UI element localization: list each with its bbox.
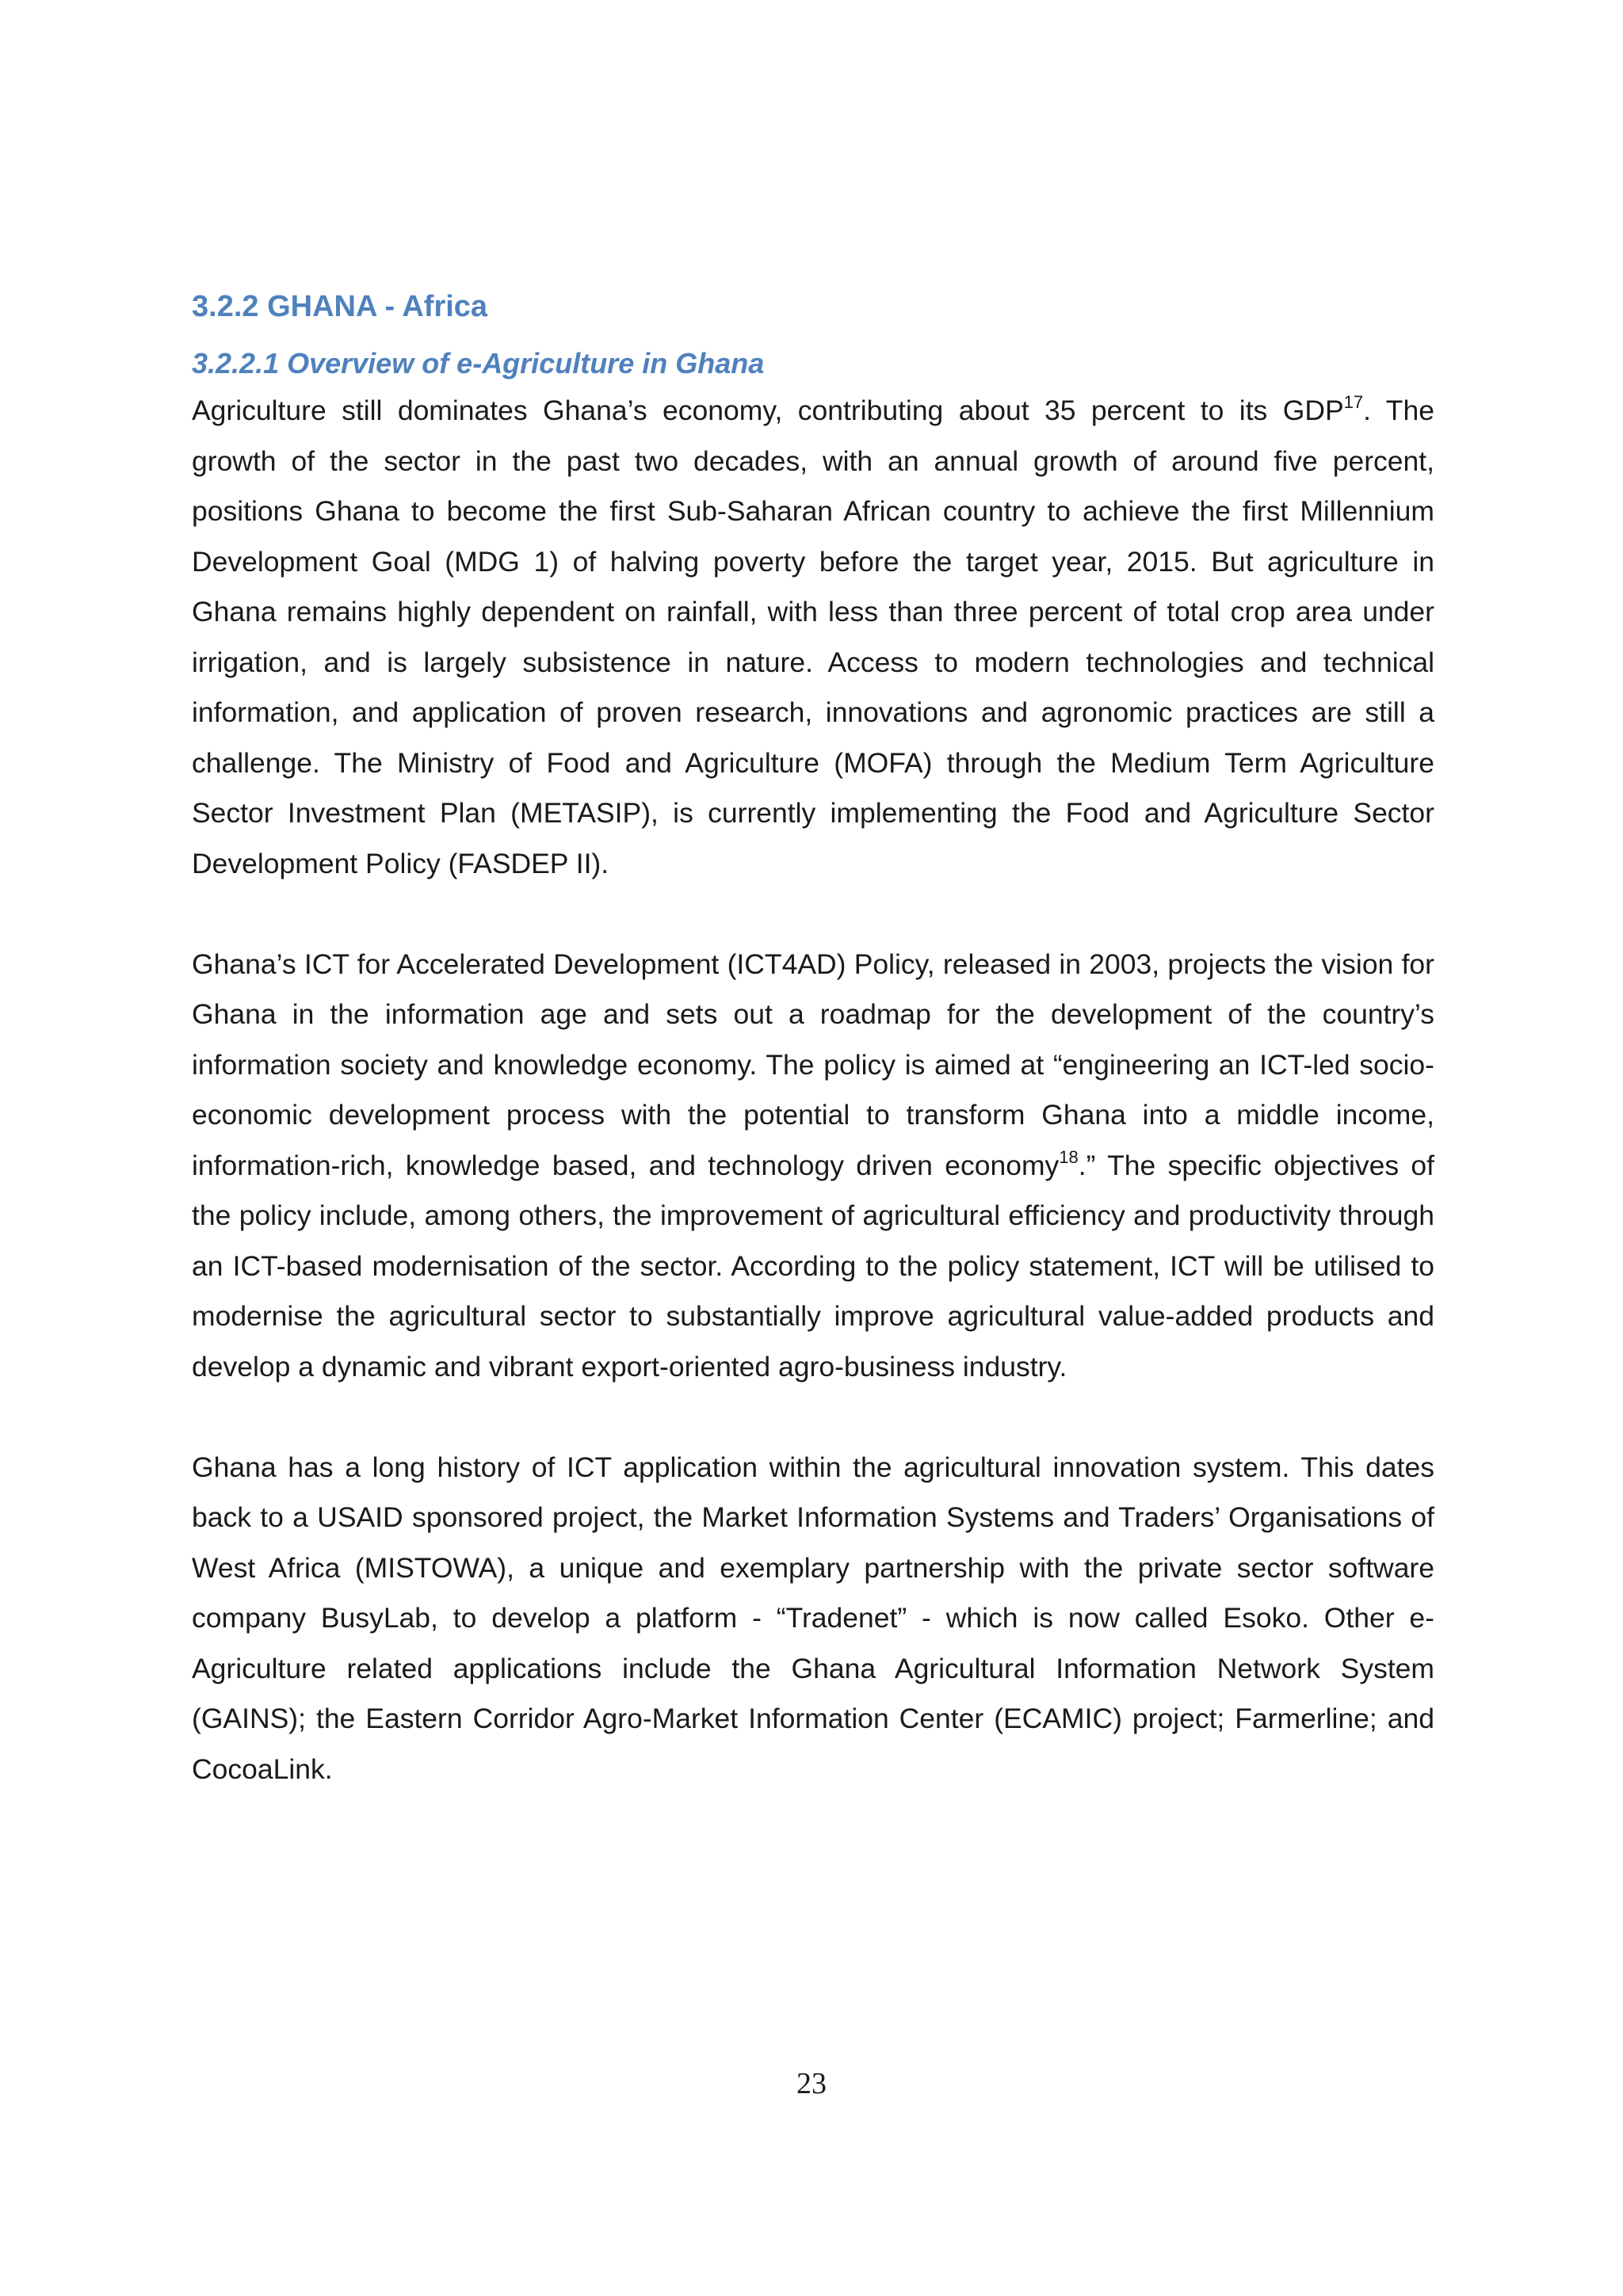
page-content [192, 283, 1434, 1794]
paragraph-ict-history-text: Ghana has a long history of ICT application within the agricultural innovation system. This dates back to a USAID sponsored project, the Market Information Systems and Traders’ Organisations of West Africa (MISTOWA), a unique and exemplary partnership with the private sector software company BusyLab, to develop a platform - “Tradenet” - which is now called Esoko. Other e-Agriculture related applications include the Ghana Agricultural Information Network System (GAINS); the Eastern Corridor Agro-Market Information Center (ECAMIC) project; Farmerline; and CocoaLink. [192, 1451, 1434, 1785]
section-heading: 3.2.2 GHANA - Africa [192, 290, 488, 323]
footnote-ref-18: 18 [1059, 1146, 1079, 1167]
subsection-heading: 3.2.2.1 Overview of e-Agriculture in Ghana [192, 347, 765, 379]
paragraph-economy-text-b: . The growth of the sector in the past two decades, with an annual growth of around five percent, positions Ghana to become the first Sub-Saharan African country to achieve the first Millennium Development Goal (MDG 1) of halving poverty before the target year, 2015. But agriculture in Ghana remains highly dependent on rainfall, with less than three percent of total crop area under irrigation, and is largely subsistence in nature. Access to modern technologies and technical information, and application of proven research, innovations and agronomic practices are still a challenge. The Ministry of Food and Agriculture (MOFA) through the Medium Term Agriculture Sector Investment Plan (METASIP), is currently implementing the Food and Agriculture Sector Development Policy (FASDEP II). [192, 395, 1434, 879]
paragraph-ict4ad-policy [192, 940, 1434, 1393]
paragraph-ict4ad-text-a: Ghana’s ICT for Accelerated Development (ICT4AD) Policy, released in 2003, projects the vision for Ghana in the information age and sets out a roadmap for the development of the country’s information society and knowledge economy. The policy is aimed at “engineering an ICT-led socio-economic development process with the potential to transform Ghana into a middle income, information-rich, knowledge based, and technology driven economy [192, 948, 1434, 1181]
paragraph-economy [192, 386, 1434, 889]
page-number: 23 [796, 2067, 827, 2100]
paragraph-economy-text-a: Agriculture still dominates Ghana’s economy, contributing about 35 percent to its GDP [192, 395, 1344, 426]
footnote-ref-17: 17 [1343, 392, 1364, 412]
paragraph-ict4ad-text-b: .” The specific objectives of the policy include, among others, the improvement of agricultural efficiency and productivity through an ICT-based modernisation of the sector. According to the policy statement, ICT will be utilised to modernise the agricultural sector to substantially improve agricultural value-added products and develop a dynamic and vibrant export-oriented agro-business industry. [192, 1149, 1435, 1383]
paragraph-ict-history [192, 1443, 1434, 1795]
